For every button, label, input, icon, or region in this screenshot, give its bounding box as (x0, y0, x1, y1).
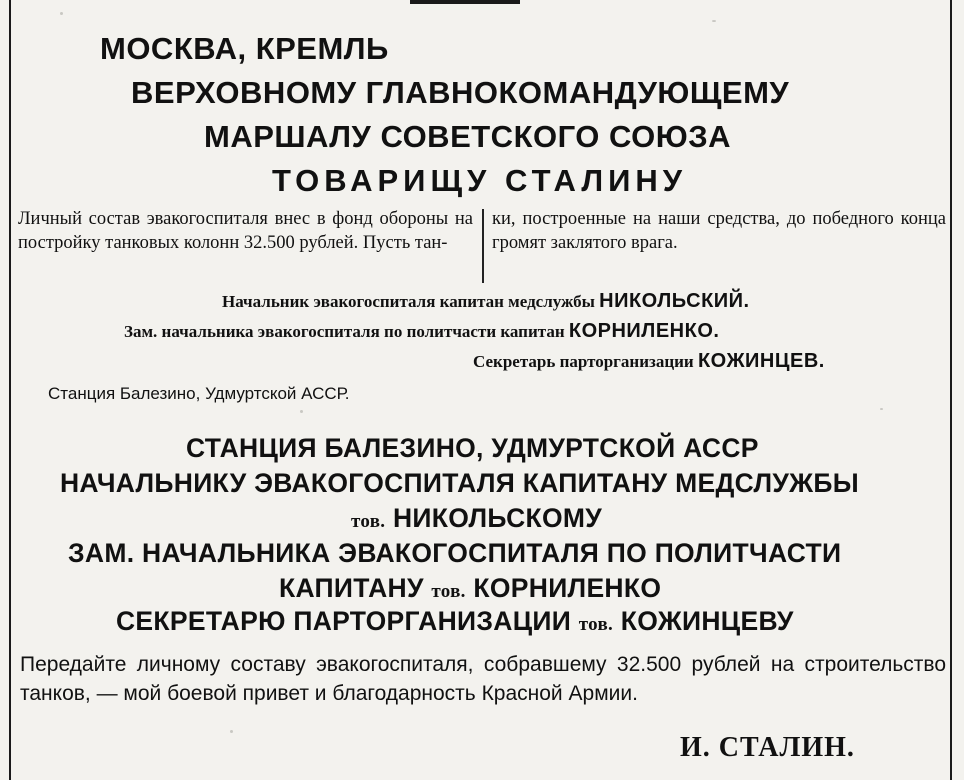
paper-speck (230, 730, 233, 733)
paper-speck (880, 408, 883, 410)
top-rule-fragment (410, 0, 520, 4)
signature-title: Начальник эвакогоспиталя капитан медслужбы (222, 292, 595, 311)
reply-body: Передайте личному составу эвакогоспиталя, собравшему 32.500 рублей на строительство танков, — мой боевой привет и благодарность Красной Армии. (20, 653, 946, 705)
paper-speck (60, 12, 63, 15)
signature-name: КОРНИЛЕНКО. (568, 320, 720, 342)
signature-head-of-hospital (222, 290, 750, 313)
reply-address-head-name (351, 503, 602, 534)
address-line-stalin: ТОВАРИЩУ СТАЛИНУ (272, 163, 688, 198)
reply-rank: СЕКРЕТАРЮ ПАРТОРГАНИЗАЦИИ (116, 606, 572, 636)
address-line-moscow: МОСКВА, КРЕМЛЬ (100, 31, 389, 66)
comrade-prefix: тов. (431, 581, 466, 602)
signature-party-secretary (473, 350, 825, 373)
signature-name: КОЖИНЦЕВ. (697, 350, 825, 372)
reply-rank: КАПИТАНУ (279, 573, 424, 603)
reply-address-station: СТАНЦИЯ БАЛЕЗИНО, УДМУРТСКОЙ АССР (186, 433, 759, 463)
reply-name: КОЖИНЦЕВУ (620, 606, 794, 636)
column-divider (482, 209, 484, 283)
signature-title: Секретарь парторганизации (473, 352, 694, 371)
reply-address-deputy-name (279, 573, 661, 604)
paper-speck (712, 20, 716, 22)
right-column-rule (950, 0, 952, 780)
reply-address-secretary (116, 606, 794, 637)
left-column-rule (9, 0, 11, 780)
reply-address-deputy: ЗАМ. НАЧАЛЬНИКА ЭВАКОГОСПИТАЛЯ ПО ПОЛИТЧАСТИ (68, 538, 842, 568)
signature-name: НИКОЛЬСКИЙ. (599, 290, 750, 312)
address-line-marshal: МАРШАЛУ СОВЕТСКОГО СОЮЗА (204, 119, 731, 154)
comrade-prefix: тов. (351, 511, 386, 532)
reply-name: НИКОЛЬСКОМУ (393, 503, 603, 533)
reply-signature: И. СТАЛИН. (680, 732, 855, 763)
address-line-commander: ВЕРХОВНОМУ ГЛАВНОКОМАНДУЮЩЕМУ (131, 75, 790, 110)
signature-title: Зам. начальника эвакогоспиталя по политчасти капитан (124, 322, 565, 341)
signature-deputy (124, 320, 719, 343)
telegram-body-left-column: Личный состав эвакогоспиталя внес в фонд обороны на постройку танковых колонн 32.500 рублей. Пусть тан- (18, 209, 473, 253)
telegram-body-right-column: ки, построенные на наши средства, до победного конца громят заклятого врага. (492, 209, 946, 253)
paper-speck (300, 410, 303, 413)
telegram-place: Станция Балезино, Удмуртской АССР. (48, 384, 350, 403)
comrade-prefix: тов. (578, 614, 614, 635)
reply-address-head: НАЧАЛЬНИКУ ЭВАКОГОСПИТАЛЯ КАПИТАНУ МЕДСЛУЖБЫ (60, 468, 859, 498)
reply-name: КОРНИЛЕНКО (473, 573, 662, 603)
